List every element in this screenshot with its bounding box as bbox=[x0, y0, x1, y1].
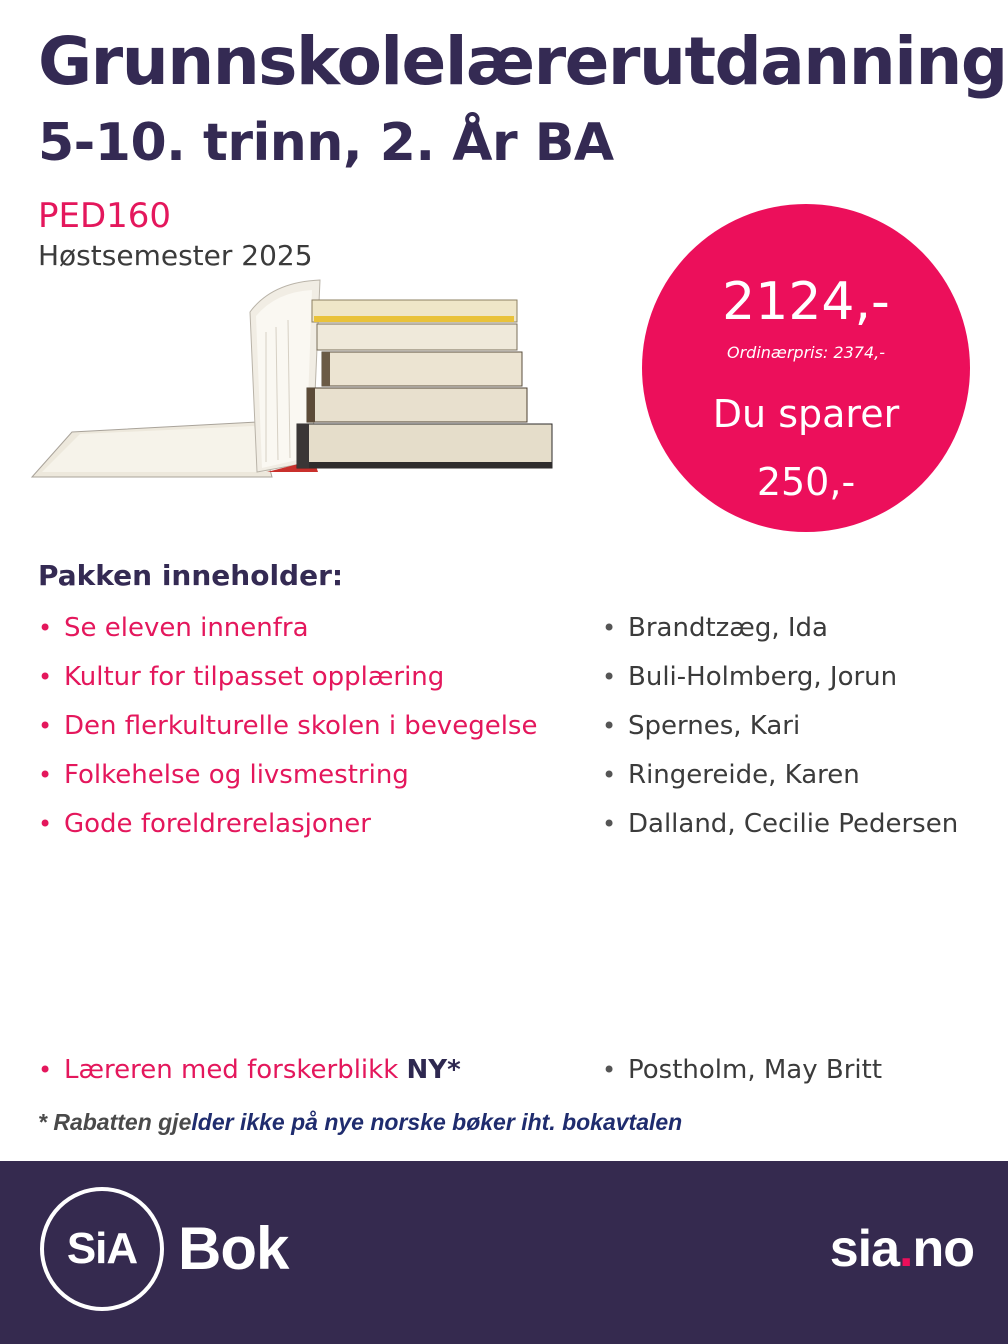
list-item: • Postholm, May Britt bbox=[602, 1048, 882, 1097]
site-tld: no bbox=[912, 1220, 974, 1278]
list-item: • Folkehelse og livsmestring bbox=[38, 753, 537, 802]
ordinary-price: Ordinærpris: 2374,- bbox=[727, 343, 885, 362]
list-item: • Dalland, Cecilie Pedersen bbox=[602, 802, 958, 851]
list-item: • Brandtzæg, Ida bbox=[602, 606, 958, 655]
list-item bbox=[38, 1048, 461, 1097]
book-title-list bbox=[38, 606, 537, 851]
list-item: • Gode foreldrerelasjoner bbox=[38, 802, 537, 851]
site-name: sia bbox=[829, 1220, 900, 1278]
logo-wordmark: Bok bbox=[178, 1215, 289, 1282]
contents-heading: Pakken inneholder: bbox=[38, 559, 344, 592]
book-author-list bbox=[602, 606, 958, 851]
footer-bar bbox=[0, 1161, 1008, 1344]
list-item: • Den flerkulturelle skolen i bevegelse bbox=[38, 704, 537, 753]
new-badge: NY* bbox=[406, 1055, 461, 1085]
list-item: • Ringereide, Karen bbox=[602, 753, 958, 802]
savings-amount: 250,- bbox=[756, 460, 856, 504]
disclaimer-part-1: * Rabatten gje bbox=[38, 1109, 192, 1135]
price-badge bbox=[642, 204, 970, 532]
books-illustration bbox=[22, 272, 582, 492]
disclaimer-part-2: lder ikke på nye norske bøker iht. bokavtalen bbox=[191, 1109, 683, 1135]
site-dot: . bbox=[899, 1220, 913, 1278]
sia-logo-icon: SiA bbox=[40, 1187, 164, 1311]
discount-disclaimer bbox=[38, 1106, 682, 1138]
extra-book-title: Læreren med forskerblikk bbox=[64, 1055, 407, 1085]
list-item: • Buli-Holmberg, Jorun bbox=[602, 655, 958, 704]
title-line-2: 5-10. trinn, 2. År BA bbox=[38, 113, 614, 173]
list-item: • Kultur for tilpasset opplæring bbox=[38, 655, 537, 704]
extra-book-title-list bbox=[38, 1048, 461, 1097]
title-line-1: Grunnskolelærerutdanning bbox=[38, 23, 1007, 100]
extra-book-author-list bbox=[602, 1048, 882, 1097]
list-item: • Se eleven innenfra bbox=[38, 606, 537, 655]
semester: Høstsemester 2025 bbox=[38, 239, 313, 272]
site-link[interactable] bbox=[830, 1213, 974, 1285]
offer-price: 2124,- bbox=[722, 272, 890, 332]
savings-label: Du sparer bbox=[712, 392, 900, 436]
list-item: • Spernes, Kari bbox=[602, 704, 958, 753]
course-code: PED160 bbox=[38, 196, 172, 236]
